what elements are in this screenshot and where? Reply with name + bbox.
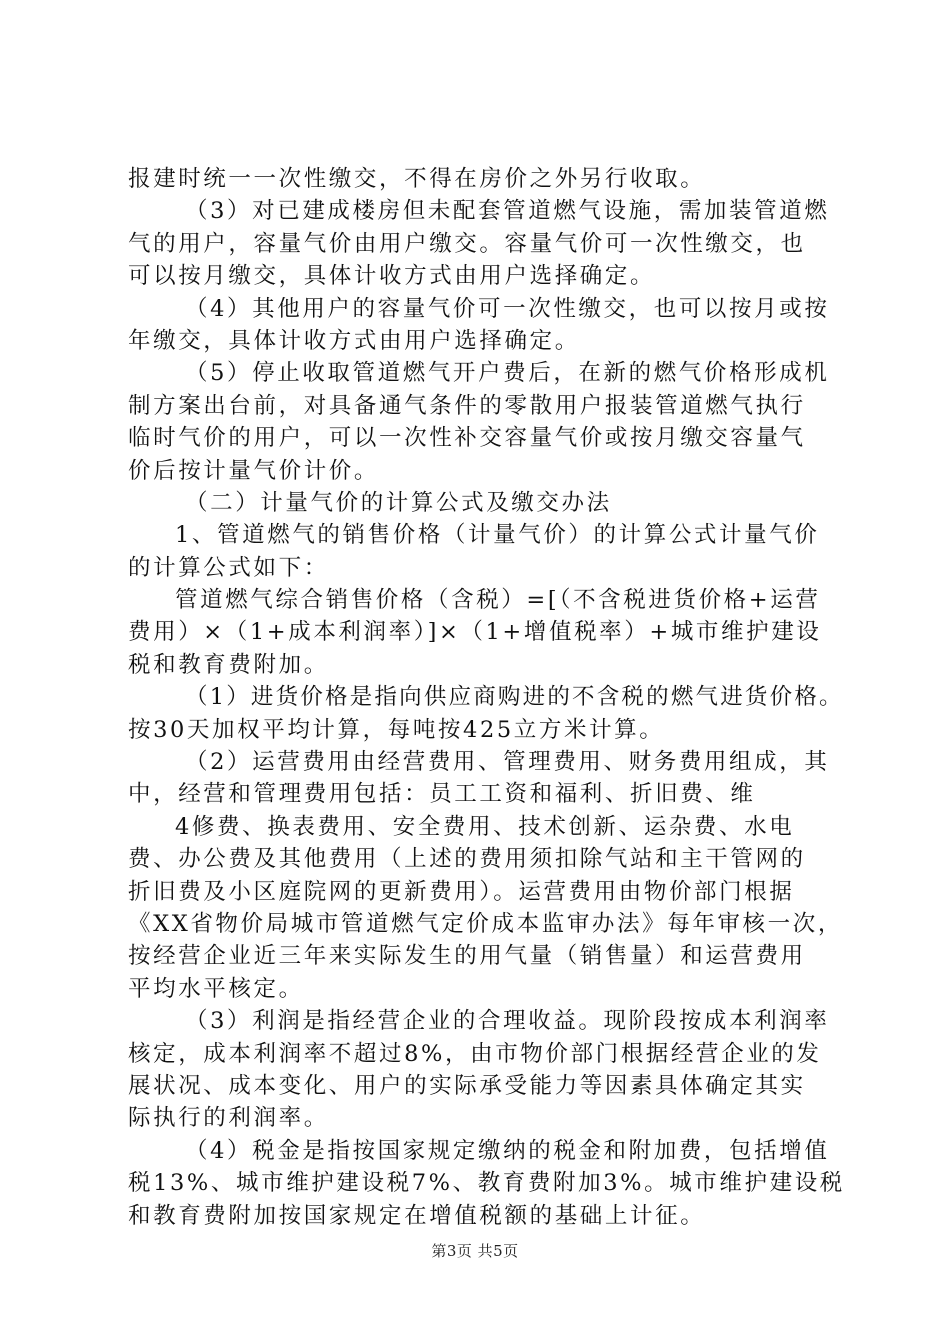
body-line: （4）税金是指按国家规定缴纳的税金和附加费，包括增值 — [185, 1137, 830, 1164]
body-line: 价后按计量气价计价。 — [128, 457, 380, 484]
body-line: 核定，成本利润率不超过8%，由市物价部门根据经营企业的发 — [128, 1040, 822, 1067]
body-line: 1、管道燃气的销售价格（计量气价）的计算公式计量气价 — [175, 522, 820, 549]
body-line: 展状况、成本变化、用户的实际承受能力等因素具体确定其实 — [128, 1072, 806, 1099]
body-line: 气的用户，容量气价由用户缴交。容量气价可一次性缴交，也 — [128, 230, 806, 257]
body-line: 际执行的利润率。 — [128, 1105, 329, 1132]
body-line: 年缴交，具体计收方式由用户选择确定。 — [128, 327, 580, 354]
section-heading: （二）计量气价的计算公式及缴交办法 — [185, 489, 612, 516]
body-line: 4修费、换表费用、安全费用、技术创新、运杂费、水电 — [175, 813, 795, 840]
body-line: 费、办公费及其他费用（上述的费用须扣除气站和主干管网的 — [128, 846, 806, 873]
body-line: （5）停止收取管道燃气开户费后，在新的燃气价格形成机 — [185, 360, 830, 387]
body-line: （1）进货价格是指向供应商购进的不含税的燃气进货价格。 — [185, 684, 844, 711]
body-line: （3）对已建成楼房但未配套管道燃气设施，需加装管道燃 — [185, 198, 830, 225]
formula-line: 费用）×（1+成本利润率）]×（1+增值税率）+城市维护建设 — [128, 619, 822, 646]
body-line: （4）其他用户的容量气价可一次性缴交，也可以按月或按 — [185, 295, 830, 322]
body-line: 按30天加权平均计算，每吨按425立方米计算。 — [128, 716, 665, 743]
body-line: 按经营企业近三年来实际发生的用气量（销售量）和运营费用 — [128, 943, 806, 970]
formula-line: 税和教育费附加。 — [128, 651, 329, 678]
body-line: 临时气价的用户，可以一次性补交容量气价或按月缴交容量气 — [128, 425, 806, 452]
body-line: 税13%、城市维护建设税7%、教育费附加3%。城市维护建设税 — [128, 1170, 845, 1197]
document-body — [128, 163, 848, 1232]
body-line: 报建时统一一次性缴交，不得在房价之外另行收取。 — [128, 166, 706, 192]
body-line: （2）运营费用由经营费用、管理费用、财务费用组成，其 — [185, 749, 830, 776]
body-line: 的计算公式如下： — [128, 554, 329, 581]
body-line: 制方案出台前，对具备通气条件的零散用户报装管道燃气执行 — [128, 392, 806, 419]
formula-line: 管道燃气综合销售价格（含税）=[（不含税进货价格+运营 — [175, 587, 821, 614]
body-line: 可以按月缴交，具体计收方式由用户选择确定。 — [128, 263, 656, 290]
body-line: （3）利润是指经营企业的合理收益。现阶段按成本利润率 — [185, 1008, 830, 1035]
page-number-footer: 第3页 共5页 — [431, 1242, 519, 1260]
body-line: 和教育费附加按国家规定在增值税额的基础上计征。 — [128, 1202, 706, 1229]
body-line: 中，经营和管理费用包括：员工工资和福利、折旧费、维 — [128, 781, 756, 808]
body-line: 折旧费及小区庭院网的更新费用）。运营费用由物价部门根据 — [128, 878, 795, 905]
body-line: 《XX省物价局城市管道燃气定价成本监审办法》每年审核一次， — [128, 910, 843, 937]
body-line: 平均水平核定。 — [128, 975, 304, 1002]
